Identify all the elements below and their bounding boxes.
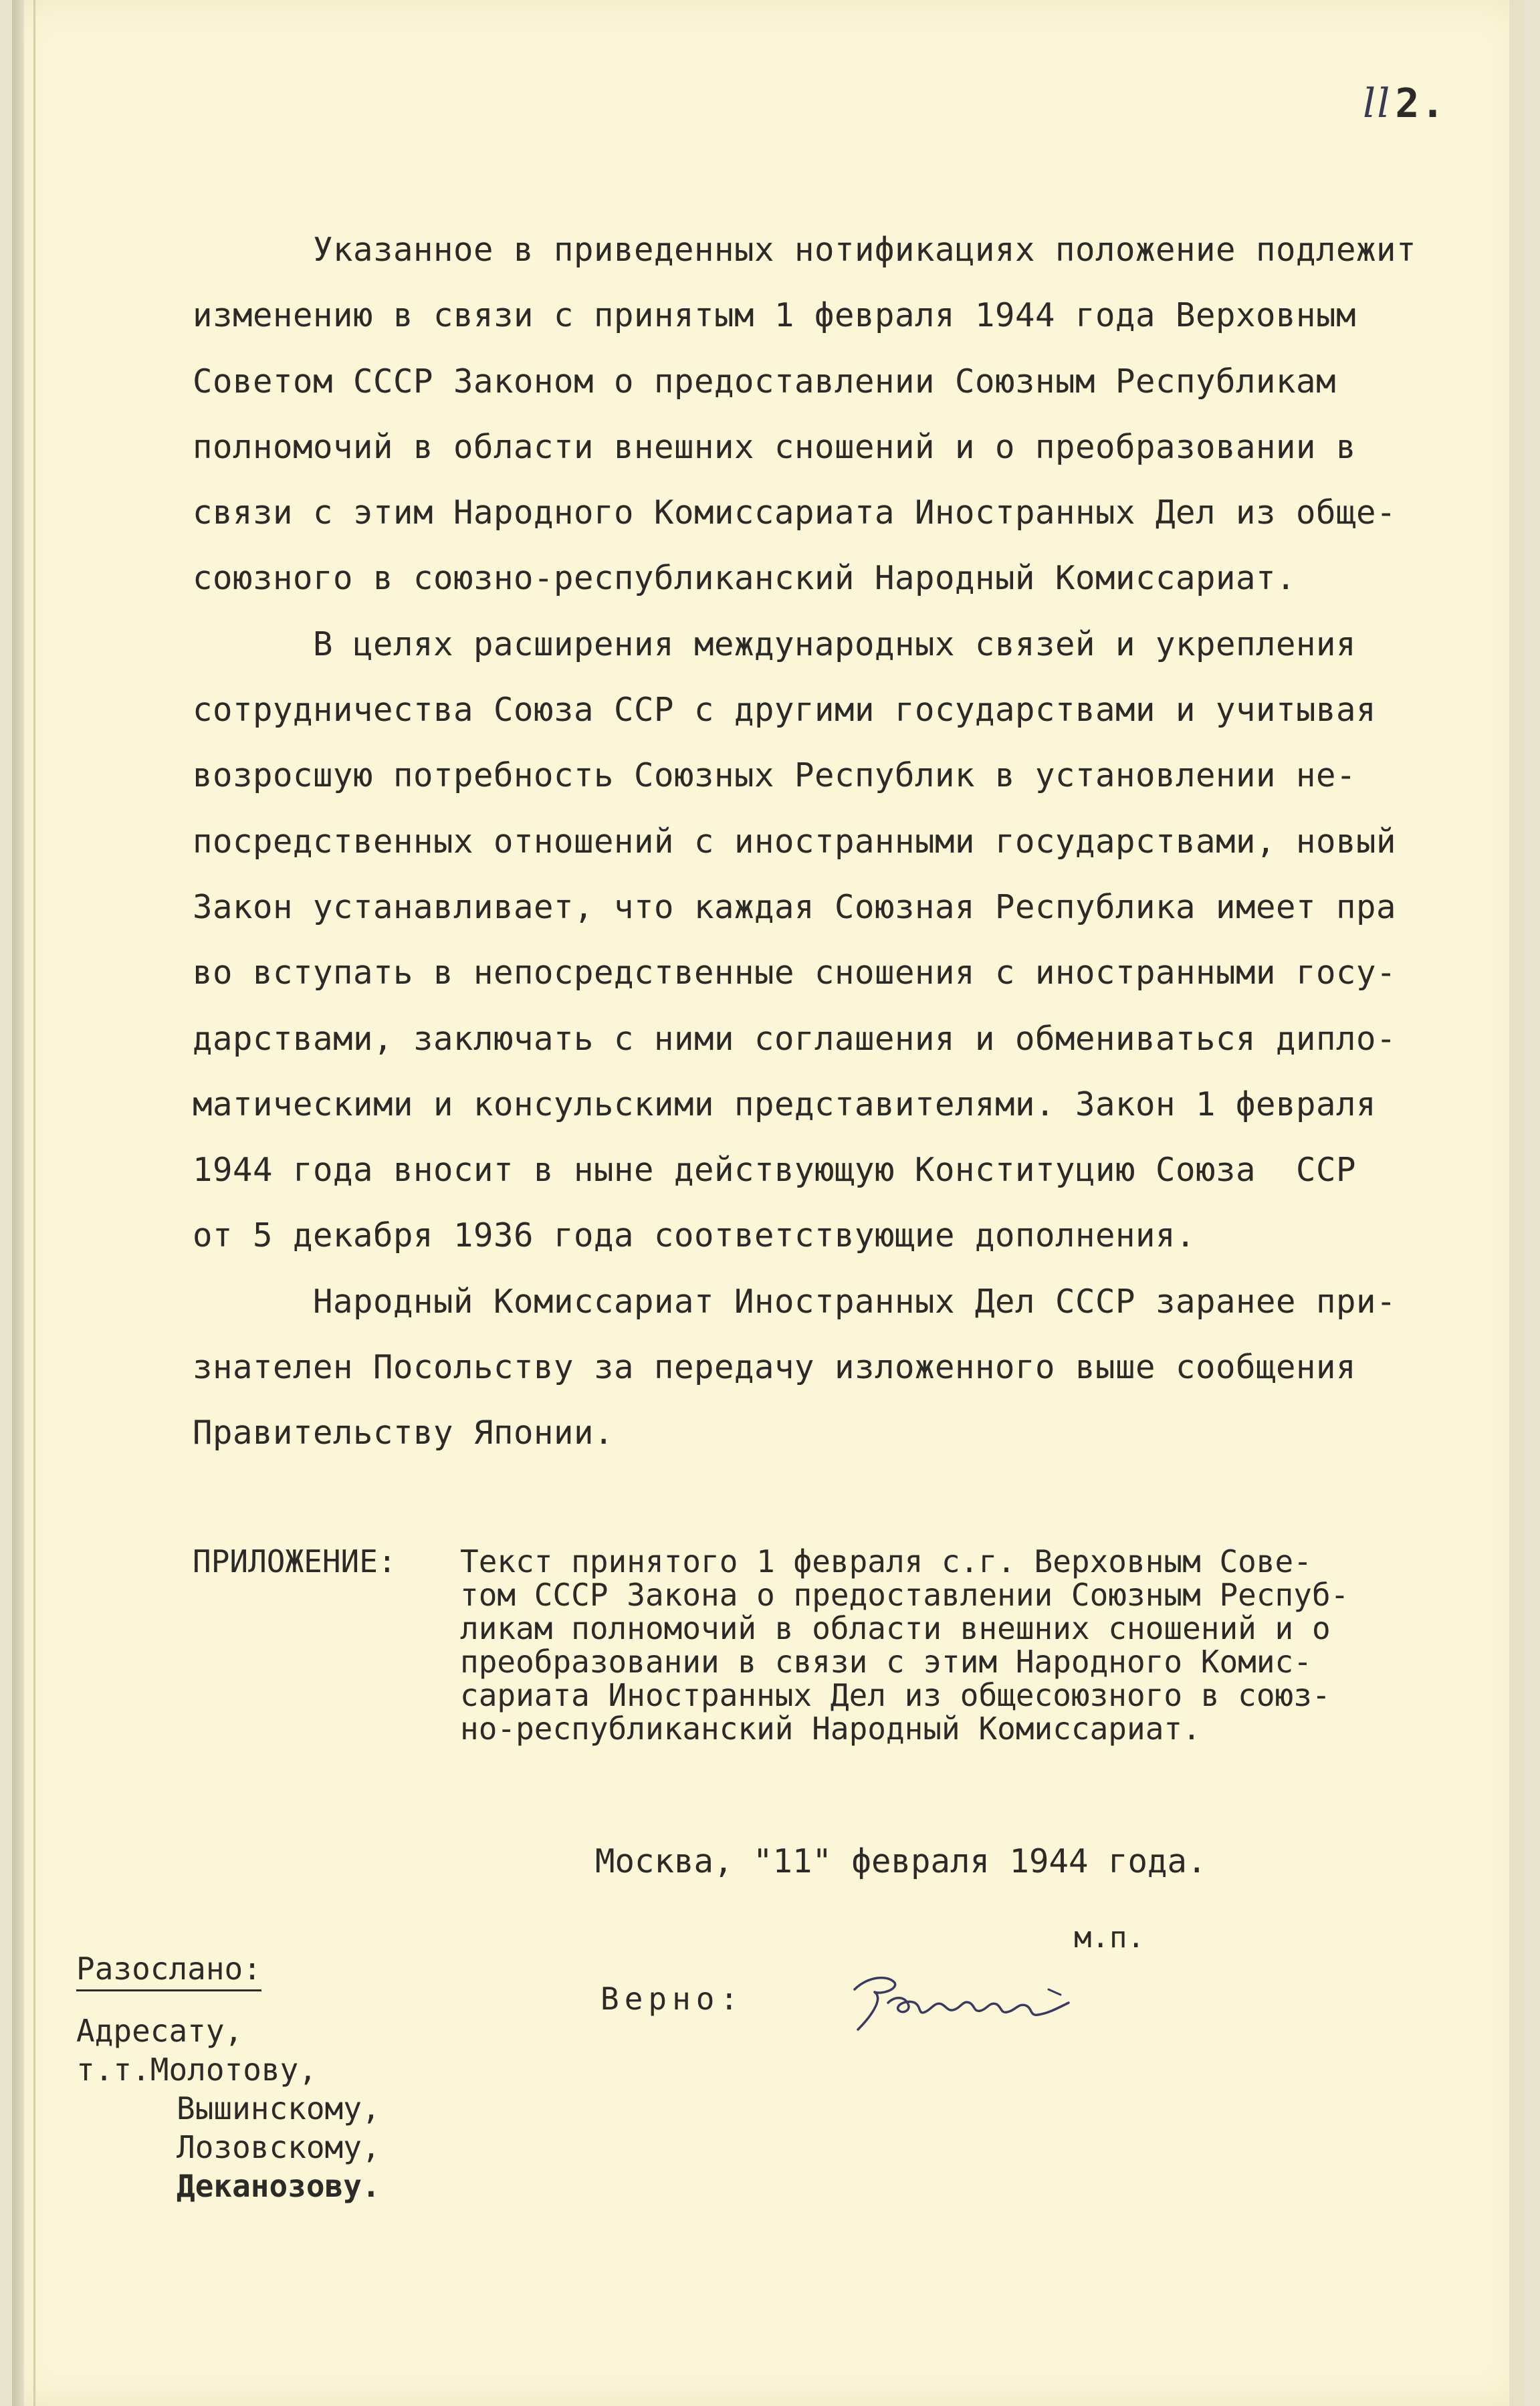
body-line: Указанное в приведенных нотификациях положение подлежит xyxy=(193,231,1417,269)
body-line: В целях расширения международных связей и укрепления xyxy=(193,625,1357,663)
binding-line xyxy=(33,0,35,2406)
appendix-line: Текст принятого 1 февраля с.г. Верховным Сове- xyxy=(460,1543,1312,1579)
page-number xyxy=(1363,80,1446,127)
appendix-label: ПРИЛОЖЕНИЕ: xyxy=(193,1543,397,1579)
body-line: матическими и консульскими представителями. Закон 1 февраля xyxy=(193,1085,1377,1123)
recipient: Вышинскому, xyxy=(177,2090,380,2126)
appendix-line: но-республиканский Народный Комиссариат. xyxy=(460,1711,1201,1747)
seal-mark: м.п. xyxy=(1074,1921,1145,1955)
body-line: посредственных отношений с иностранными государствами, новый xyxy=(193,822,1397,861)
recipient: Деканозову. xyxy=(177,2168,380,2204)
page-number-text: 2. xyxy=(1395,80,1446,127)
appendix-line: ликам полномочий в области внешних сношений и о xyxy=(460,1610,1331,1646)
distribution-heading: Разослано: xyxy=(76,1949,261,1991)
document-page xyxy=(12,0,1525,2406)
distribution-list xyxy=(76,1949,380,2205)
body-line: от 5 декабря 1936 года соответствующие дополнения. xyxy=(193,1216,1196,1255)
recipient-list xyxy=(76,2011,380,2205)
body-line: возросшую потребность Союзных Республик в установлении не- xyxy=(193,756,1357,795)
appendix-line: сариата Иностранных Дел из общесоюзного в союз- xyxy=(460,1677,1331,1713)
letter-body xyxy=(193,217,1523,1466)
body-line: союзного в союзно-республиканский Народный Комиссариат. xyxy=(193,559,1297,598)
handwritten-signature xyxy=(848,1963,1095,2036)
body-line: Правительству Японии. xyxy=(193,1414,615,1452)
body-line: сотрудничества Союза ССР с другими государствами и учитывая xyxy=(193,691,1377,730)
body-line: Закон устанавливает, что каждая Союзная Республика имеет пра xyxy=(193,887,1397,926)
body-line: во вступать в непосредственные сношения с иностранными госу- xyxy=(193,954,1397,992)
appendix-line: преобразовании в связи с этим Народного Комис- xyxy=(460,1644,1312,1680)
recipient: т.т.Молотову, xyxy=(76,2052,318,2088)
body-line: полномочий в области внешних сношений и о преобразовании в xyxy=(193,427,1357,466)
body-line: Народный Комиссариат Иностранных Дел СССР заранее при- xyxy=(193,1282,1397,1321)
recipient: Лозовскому, xyxy=(177,2129,380,2165)
place-date: Москва, "11" февраля 1944 года. xyxy=(595,1842,1207,1880)
body-line: дарствами, заключать с ними соглашения и обмениваться дипло- xyxy=(193,1019,1397,1058)
body-line: Советом СССР Законом о предоставлении Союзным Республикам xyxy=(193,362,1337,401)
handwritten-mark: ll xyxy=(1363,80,1392,127)
appendix-text xyxy=(460,1545,1540,1745)
recipient: Адресату, xyxy=(76,2013,243,2049)
body-line: изменению в связи с принятым 1 февраля 1944 года Верховным xyxy=(193,296,1357,335)
binding-edge xyxy=(12,0,24,2406)
body-line: 1944 года вносит в ныне действующую Конституцию Союза ССР xyxy=(193,1151,1357,1190)
body-line: связи с этим Народного Комиссариата Иностранных Дел из обще- xyxy=(193,494,1397,532)
body-line: знателен Посольству за передачу изложенного выше сообщения xyxy=(193,1348,1357,1387)
appendix-line: том СССР Закона о предоставлении Союзным Респуб- xyxy=(460,1577,1349,1613)
verified-label: Верно: xyxy=(600,1981,744,2017)
